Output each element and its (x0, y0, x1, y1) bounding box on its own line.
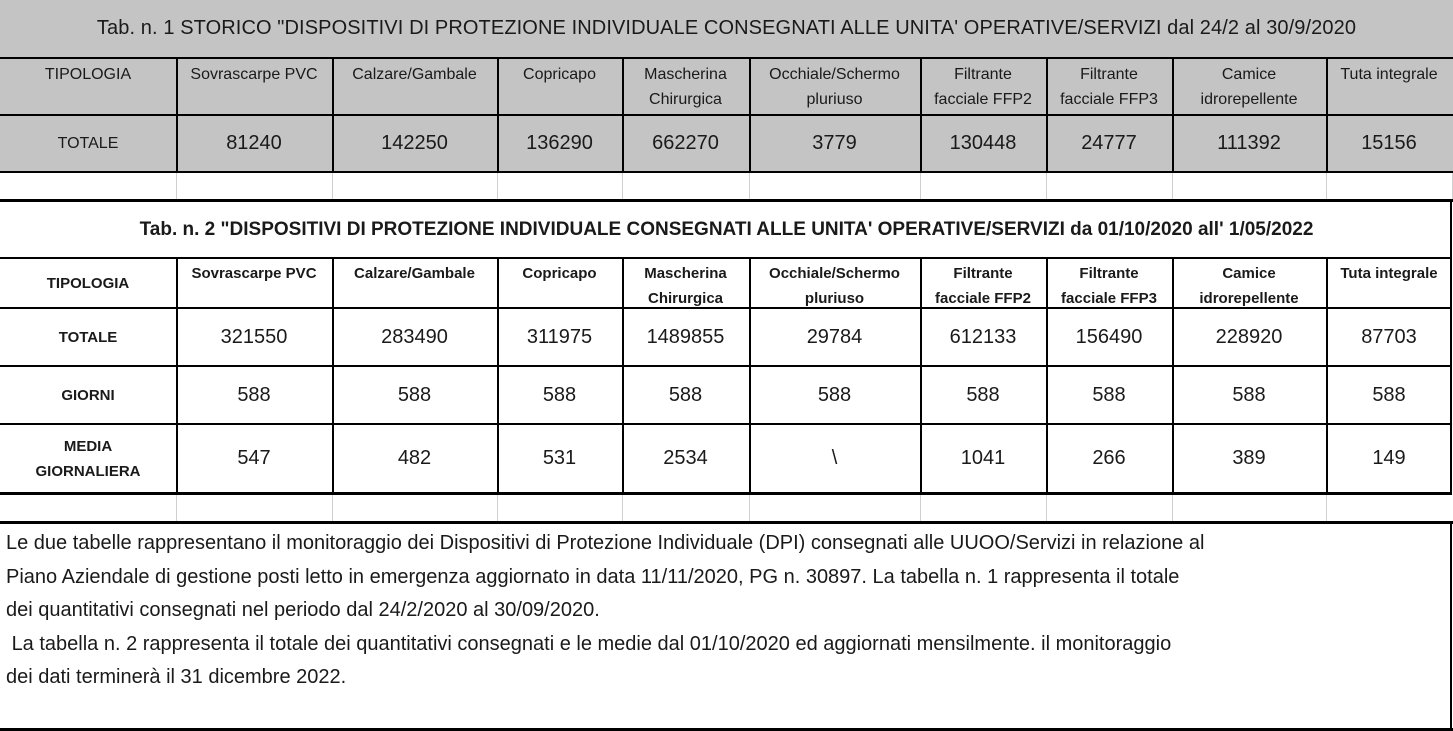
column-header (1172, 259, 1326, 307)
table-1-title: Tab. n. 1 STORICO "DISPOSITIVI DI PROTEZIONE INDIVIDUALE CONSEGNATI ALLE UNITA' OPERATIVE/SERVIZI dal 24/2 al 30/9/2020 (96, 17, 1357, 39)
grid-line (1450, 521, 1452, 731)
note-line: dei dati terminerà il 31 dicembre 2022. (6, 666, 347, 688)
column-header (176, 59, 332, 114)
column-header (1046, 259, 1172, 307)
grid-line (1046, 173, 1047, 200)
grid-line (1172, 173, 1173, 200)
table-cell-value: 136290 (526, 132, 593, 154)
header-line: GIORNALIERA (35, 462, 141, 480)
grid-line (0, 171, 1453, 173)
grid-line (0, 199, 1453, 202)
header-line: idrorepellente (1200, 91, 1298, 108)
header-line: Tuta integrale (1340, 265, 1438, 282)
note-line: Le due tabelle rappresentano il monitoraggio dei Dispositivi di Protezione Individuale (DPI) consegnati alle UUOO/Servizi in relazione al (6, 532, 1205, 554)
table-cell-value: 81240 (226, 132, 282, 154)
table-cell-value: 1489855 (646, 325, 725, 348)
column-header (749, 259, 920, 307)
grid-line (497, 495, 498, 521)
header-line: Filtrante (953, 265, 1013, 282)
table-cell-value: 662270 (652, 132, 719, 154)
header-line: Occhiale/Schermo (769, 66, 900, 83)
column-header (332, 59, 497, 114)
column-header (497, 59, 622, 114)
grid-line (622, 173, 623, 200)
column-header (622, 59, 749, 114)
header-line: Filtrante (954, 66, 1012, 83)
grid-line (1326, 495, 1327, 521)
table-cell-value: 24777 (1081, 132, 1137, 154)
table-cell-value: 588 (542, 383, 577, 406)
table-cell-value: 482 (397, 447, 432, 469)
grid-line (0, 521, 1453, 524)
header-line: pluriuso (804, 290, 865, 307)
table-cell-value: 3779 (812, 132, 857, 154)
column-header (920, 259, 1046, 307)
row-label: TOTALE (57, 134, 119, 152)
header-line: Chirurgica (649, 91, 722, 108)
header-line: TOTALE (58, 328, 118, 346)
grid-line (176, 173, 177, 200)
table-cell-value: 389 (1232, 447, 1266, 469)
table-cell-value: 311975 (526, 325, 593, 348)
table-cell-value: 588 (817, 383, 852, 406)
header-line: Filtrante (1079, 265, 1139, 282)
header-line: Calzare/Gambale (352, 66, 477, 83)
note-text (6, 527, 1446, 695)
table-cell-value: 588 (1232, 383, 1266, 406)
header-line: MEDIA (63, 437, 113, 455)
table-cell-value: 149 (1372, 447, 1406, 469)
header-line: Tuta integrale (1340, 66, 1438, 83)
header-line: facciale FFP3 (1061, 290, 1157, 307)
column-header (749, 59, 920, 114)
grid-line (0, 492, 1452, 495)
table-cell-value: 1041 (960, 447, 1006, 469)
grid-line (332, 495, 333, 521)
table-cell-value: 588 (668, 383, 703, 406)
grid-line (622, 495, 623, 521)
column-header (622, 259, 749, 307)
header-line: Calzare/Gambale (354, 265, 475, 282)
column-header (920, 59, 1046, 114)
header-line: Filtrante (1080, 66, 1138, 83)
note-line: dei quantitativi consegnati nel periodo dal 24/2/2020 al 30/09/2020. (6, 599, 600, 621)
grid-line (920, 495, 921, 521)
column-header-tipologia: TIPOLOGIA (46, 274, 130, 292)
header-line: Mascherina (644, 265, 727, 282)
column-header (1046, 59, 1172, 114)
table-cell-value: 130448 (949, 132, 1017, 154)
note-line: La tabella n. 2 rappresenta il totale dei quantitativi consegnati e le medie dal 01/10/2020 ed aggiornati mensilmente. il monitoraggio (6, 632, 1172, 655)
note-line: Piano Aziendale di gestione posti letto in emergenza aggiornato in data 11/11/2020, PG n. 30897. La tabella n. 1 rappresenta il totale (6, 565, 1180, 588)
grid-line (332, 173, 333, 200)
header-line: Sovrascarpe PVC (191, 265, 317, 282)
column-header (1326, 59, 1452, 114)
table-cell-value: 588 (237, 383, 271, 406)
header-line: Camice (1222, 265, 1276, 282)
grid-line (749, 173, 750, 200)
table-cell-value: 588 (966, 383, 1000, 406)
header-line: Camice (1221, 66, 1277, 83)
header-line: Sovrascarpe PVC (190, 66, 318, 83)
table-cell-value: \ (831, 447, 838, 469)
grid-line (1326, 173, 1327, 200)
grid-line (176, 495, 177, 521)
grid-line (920, 173, 921, 200)
grid-line (749, 495, 750, 521)
column-header-tipologia: TIPOLOGIA (44, 66, 132, 83)
column-header (1172, 59, 1326, 114)
table-cell-value: 2534 (663, 447, 708, 469)
table-cell-value: 588 (397, 383, 432, 406)
column-header (497, 259, 622, 307)
column-header (176, 259, 332, 307)
table-cell-value: 588 (1092, 383, 1126, 406)
table-cell-value: 15156 (1361, 132, 1417, 154)
header-line: Mascherina (644, 66, 727, 83)
column-header (332, 259, 497, 307)
table-cell-value: 156490 (1075, 325, 1143, 348)
table-cell-value: 612133 (949, 325, 1017, 348)
header-line: facciale FFP2 (934, 91, 1032, 108)
table-cell-value: 321550 (220, 325, 288, 348)
grid-line (1046, 495, 1047, 521)
table-cell-value: 547 (237, 447, 271, 469)
header-line: facciale FFP2 (935, 290, 1031, 307)
table-cell-value: 283490 (381, 325, 448, 348)
column-header (1326, 259, 1452, 307)
table-cell-value: 531 (542, 447, 577, 469)
table-cell-value: 588 (1372, 383, 1406, 406)
header-line: Copricapo (523, 66, 596, 83)
header-line: GIORNI (61, 386, 115, 404)
header-line: Occhiale/Schermo (769, 265, 900, 282)
row-label (0, 309, 176, 365)
grid-line (1172, 495, 1173, 521)
row-label (0, 367, 176, 423)
table-cell-value: 29784 (806, 325, 863, 348)
header-line: idrorepellente (1199, 290, 1299, 307)
table-cell-value: 87703 (1361, 325, 1417, 348)
header-line: Chirurgica (647, 290, 723, 307)
table-cell-value: 111392 (1217, 132, 1281, 154)
table-cell-value: 228920 (1215, 325, 1283, 348)
grid-line (497, 173, 498, 200)
header-line: Copricapo (522, 265, 597, 282)
table-cell-value: 142250 (381, 132, 448, 154)
header-line: facciale FFP3 (1060, 91, 1158, 108)
table-2-title: Tab. n. 2 "DISPOSITIVI DI PROTEZIONE INDIVIDUALE CONSEGNATI ALLE UNITA' OPERATIVE/SERVIZI da 01/10/2020 all' 1/05/2022 (139, 218, 1314, 240)
header-line: pluriuso (806, 91, 863, 108)
row-label (0, 425, 176, 492)
table-cell-value: 266 (1092, 447, 1126, 469)
